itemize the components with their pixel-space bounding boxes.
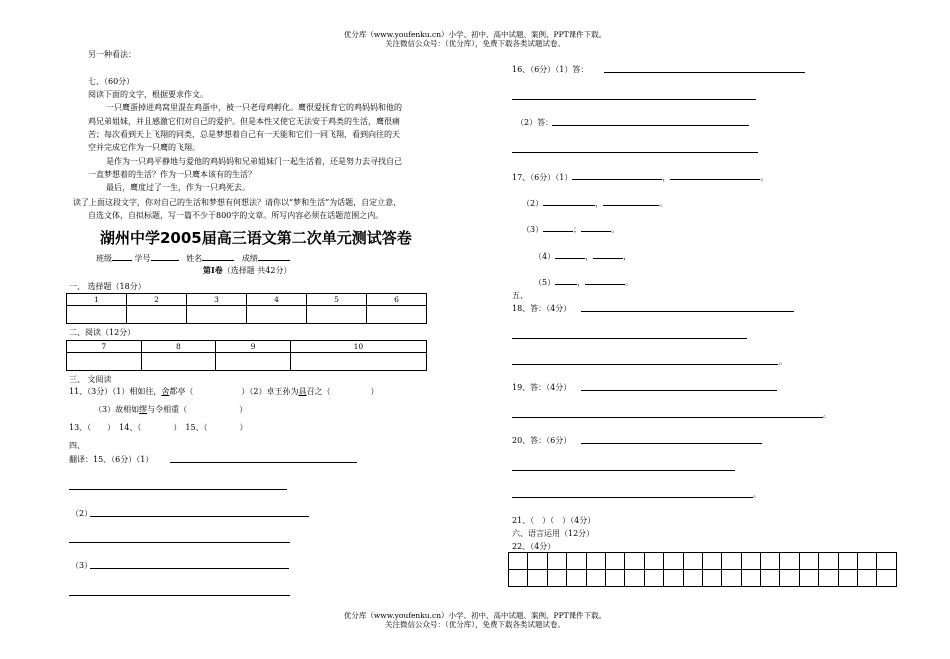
volume-heading bbox=[203, 265, 291, 276]
question-20-label: 20、答：（6分） bbox=[512, 436, 572, 445]
q17-2-label: （2） bbox=[522, 199, 544, 208]
answer-line[interactable] bbox=[581, 390, 777, 391]
period: 。 bbox=[659, 199, 668, 208]
writing-grid-cell[interactable] bbox=[509, 570, 528, 587]
period: 。 bbox=[611, 225, 620, 234]
answer-cell-7[interactable] bbox=[67, 353, 142, 371]
writing-grid-cell[interactable] bbox=[819, 570, 838, 587]
q11-part-2-blank-open: 召之（ bbox=[306, 387, 331, 396]
answer-cell-2[interactable] bbox=[127, 306, 187, 324]
answer-line[interactable] bbox=[552, 125, 749, 126]
writing-grid-cell[interactable] bbox=[858, 553, 877, 570]
alternative-view-label: 另一种看法： bbox=[88, 50, 136, 59]
q11-word-3: 缪 bbox=[139, 405, 148, 414]
writing-grid-cell[interactable] bbox=[761, 570, 780, 587]
answer-cell-10[interactable] bbox=[290, 353, 426, 371]
grid-header-6: 6 bbox=[367, 294, 427, 306]
writing-grid-cell[interactable] bbox=[528, 570, 547, 587]
class-label: 班级 bbox=[96, 254, 112, 263]
answer-cell-8[interactable] bbox=[141, 353, 216, 371]
writing-grid-cell[interactable] bbox=[877, 570, 897, 587]
question-16-2-label: （2）答： bbox=[516, 118, 554, 127]
writing-grid-cell[interactable] bbox=[741, 570, 760, 587]
comma: ， bbox=[662, 173, 671, 182]
question-11-row-2 bbox=[94, 405, 247, 415]
writing-grid-cell[interactable] bbox=[644, 570, 663, 587]
writing-grid-cell[interactable] bbox=[877, 553, 897, 570]
writing-grid-cell[interactable] bbox=[799, 553, 818, 570]
q17-5-blank-a[interactable] bbox=[555, 276, 577, 285]
grid-header-3: 3 bbox=[187, 294, 247, 306]
question-22-label: 22、（4分） bbox=[512, 542, 556, 551]
answer-line[interactable] bbox=[512, 364, 778, 365]
grid-header-5: 5 bbox=[307, 294, 367, 306]
q17-4-blank-a[interactable] bbox=[555, 250, 585, 259]
story-line-7: 最后，鹰度过了一生，作为一只鸡死去。 bbox=[106, 183, 250, 192]
answer-line[interactable] bbox=[512, 497, 753, 498]
q11-close: ） bbox=[370, 387, 379, 396]
question-21-label: 21、（ ）（ ）（4分） bbox=[512, 516, 596, 525]
writing-grid bbox=[508, 552, 897, 587]
answer-line[interactable] bbox=[90, 568, 289, 569]
semicolon: ； bbox=[573, 225, 582, 234]
comma: ， bbox=[577, 278, 586, 287]
q17-5-blank-b[interactable] bbox=[585, 276, 625, 285]
story-line-6: 一直梦想着的生活？作为一只鹰本该有的生活？ bbox=[88, 170, 256, 179]
writing-grid-cell[interactable] bbox=[625, 570, 644, 587]
writing-grid-cell[interactable] bbox=[780, 570, 799, 587]
q17-5-label: （5） bbox=[534, 278, 556, 287]
grid-header-7: 7 bbox=[67, 341, 142, 353]
question-17-3-row bbox=[522, 223, 619, 235]
grid-header-4: 4 bbox=[247, 294, 307, 306]
writing-grid-cell[interactable] bbox=[644, 553, 663, 570]
answer-line[interactable] bbox=[581, 311, 794, 312]
writing-grid-cell[interactable] bbox=[625, 553, 644, 570]
q11-part-3-blank-open: 与令相重（ bbox=[147, 405, 188, 414]
writing-grid-cell[interactable] bbox=[683, 570, 702, 587]
grid-header-10: 10 bbox=[290, 341, 426, 353]
writing-grid-cell[interactable] bbox=[547, 570, 566, 587]
q17-1-blank-b[interactable] bbox=[670, 171, 760, 180]
writing-grid-cell[interactable] bbox=[741, 553, 760, 570]
student-info-row bbox=[96, 252, 290, 264]
answer-cell-6[interactable] bbox=[367, 306, 427, 324]
reading-answer-grid bbox=[66, 340, 427, 371]
answer-cell-1[interactable] bbox=[67, 306, 127, 324]
name-label: 姓名 bbox=[186, 254, 203, 263]
writing-grid-cell[interactable] bbox=[838, 553, 857, 570]
page-header-line-1: 优分库（www.youfenku.cn）小学、初中、高中试题、案例、PPT课件下载。 bbox=[343, 30, 607, 39]
name-blank[interactable] bbox=[202, 252, 234, 261]
q11-word-1: 舍 bbox=[161, 387, 170, 396]
translation-15-2-label: （2） bbox=[71, 509, 93, 518]
period: 。 bbox=[823, 410, 831, 419]
writing-grid-cell[interactable] bbox=[838, 570, 857, 587]
answer-cell-4[interactable] bbox=[247, 306, 307, 324]
writing-grid-cell[interactable] bbox=[858, 570, 877, 587]
q17-3-blank-a[interactable] bbox=[543, 223, 573, 232]
writing-grid-cell[interactable] bbox=[722, 553, 741, 570]
answer-line[interactable] bbox=[69, 595, 290, 596]
q11-part-3-close: ） bbox=[239, 405, 248, 414]
section-five-label: 五、 bbox=[512, 291, 528, 300]
page-header-line-2: 关注微信公众号：（优分库），免费下载各类试题试卷。 bbox=[385, 39, 565, 48]
essay-prompt-line-2: 自选文体，自拟标题，写一篇不少于800字的文章。所写内容必须在话题范围之内。 bbox=[88, 211, 384, 220]
story-line-2: 鸡兄弟姐妹，并且感激它们对自己的爱护。但是本性又使它无法安于鸡类的生活，鹰很痛 bbox=[88, 117, 400, 126]
writing-grid-cell[interactable] bbox=[528, 553, 547, 570]
q17-3-blank-b[interactable] bbox=[581, 223, 611, 232]
page-footer-line-2: 关注微信公众号：（优分库），免费下载各类试题试卷。 bbox=[385, 620, 565, 629]
q17-1-blank-a[interactable] bbox=[572, 171, 662, 180]
q17-3-label: （3） bbox=[522, 225, 544, 234]
period: 。 bbox=[760, 173, 769, 182]
writing-grid-cell[interactable] bbox=[761, 553, 780, 570]
q17-2-blank-a[interactable] bbox=[543, 197, 595, 206]
translation-15-1-label: 翻译：15、（6分）（1） bbox=[69, 455, 154, 464]
exam-title: 湖州中学2005届高三语文第二次单元测试答卷 bbox=[100, 229, 412, 247]
writing-grid-cell[interactable] bbox=[605, 570, 624, 587]
question-19-label: 19、答：（4分） bbox=[512, 383, 572, 392]
writing-grid-cell[interactable] bbox=[780, 553, 799, 570]
section-seven-label: 七、（60分） bbox=[88, 77, 135, 86]
comma: ， bbox=[585, 252, 594, 261]
question-18-label: 18、答：（4分） bbox=[512, 304, 572, 313]
answer-line[interactable] bbox=[512, 417, 823, 418]
student-number-blank[interactable] bbox=[151, 252, 179, 261]
class-blank[interactable] bbox=[112, 252, 132, 261]
section-three-label: 三、 文阅读 bbox=[69, 375, 112, 384]
section-one-label: 一、 选择题（18分） bbox=[69, 282, 146, 291]
essay-instruction: 阅读下面的文字，根据要求作文。 bbox=[88, 90, 208, 99]
story-line-5: 是作为一只鸡平静地与爱他的鸡妈妈和兄弟姐妹门一起生活着，还是努力去寻找自己 bbox=[106, 157, 402, 166]
answer-line[interactable] bbox=[512, 470, 735, 471]
score-blank[interactable] bbox=[258, 252, 290, 261]
story-line-1: 一只鹰蛋掉进鸡窝里混在鸡蛋中，被一只老母鸡孵化。鹰很爱抚育它的鸡妈妈和他的 bbox=[106, 103, 402, 112]
writing-grid-cell[interactable] bbox=[664, 570, 683, 587]
writing-grid-cell[interactable] bbox=[799, 570, 818, 587]
section-six-label: 六、语言运用（12分） bbox=[512, 529, 595, 538]
student-number-label: 学号 bbox=[134, 254, 151, 263]
score-label: 成绩 bbox=[241, 254, 258, 263]
choice-answer-grid bbox=[66, 293, 427, 324]
writing-grid-cell[interactable] bbox=[683, 553, 702, 570]
writing-grid-cell[interactable] bbox=[586, 553, 605, 570]
q17-4-label: （4） bbox=[534, 252, 556, 261]
question-17-2-row bbox=[522, 197, 667, 209]
writing-grid-cell[interactable] bbox=[567, 553, 586, 570]
volume-note: （选择题 共42分） bbox=[222, 266, 292, 275]
question-17-4-row bbox=[534, 250, 631, 262]
comma: ， bbox=[595, 199, 604, 208]
period: 。 bbox=[779, 357, 787, 366]
q17-4-blank-b[interactable] bbox=[593, 250, 623, 259]
q11-part-1-text: 11、（3分）（1）相如往， bbox=[69, 387, 162, 396]
answer-line[interactable] bbox=[69, 542, 290, 543]
answer-line[interactable] bbox=[581, 443, 762, 444]
writing-grid-cell[interactable] bbox=[664, 553, 683, 570]
writing-grid-cell[interactable] bbox=[567, 570, 586, 587]
q17-1-label: 17、（6分）（1） bbox=[512, 173, 573, 182]
question-17-5-row bbox=[534, 276, 633, 288]
answer-line[interactable] bbox=[512, 152, 758, 153]
writing-grid-cell[interactable] bbox=[547, 553, 566, 570]
writing-grid-cell[interactable] bbox=[509, 553, 528, 570]
period: 。 bbox=[753, 490, 761, 499]
answer-cell-3[interactable] bbox=[187, 306, 247, 324]
page-footer-line-1: 优分库（www.youfenku.cn）小学、初中、高中试题、案例、PPT课件下载。 bbox=[343, 611, 607, 620]
q11-part-1-blank-open: 都亭（ bbox=[169, 387, 194, 396]
section-two-label: 二、阅读（12分） bbox=[69, 328, 136, 337]
answer-line[interactable] bbox=[69, 489, 287, 490]
section-four-label: 四、 bbox=[69, 441, 85, 450]
answer-line[interactable] bbox=[512, 99, 756, 100]
answer-cell-5[interactable] bbox=[307, 306, 367, 324]
q17-2-blank-b[interactable] bbox=[603, 197, 659, 206]
question-16-1-label: 16、（6分）（1）答： bbox=[512, 65, 589, 74]
q11-word-2: 具 bbox=[298, 387, 307, 396]
q11-part-3-text: （3）故相如 bbox=[94, 405, 140, 414]
grid-header-1: 1 bbox=[67, 294, 127, 306]
q11-part-2-text: ）（2）卓王孙为 bbox=[241, 387, 299, 396]
grid-header-8: 8 bbox=[141, 341, 216, 353]
writing-grid-cell[interactable] bbox=[605, 553, 624, 570]
writing-grid-cell[interactable] bbox=[722, 570, 741, 587]
answer-cell-9[interactable] bbox=[216, 353, 291, 371]
writing-grid-cell[interactable] bbox=[819, 553, 838, 570]
writing-grid-cell[interactable] bbox=[586, 570, 605, 587]
translation-15-3-label: （3） bbox=[71, 561, 93, 570]
essay-prompt-line-1: 读了上面这段文字，你对自己的生活和梦想有何想法？请你以“梦和生活”为话题，自定立意， bbox=[73, 198, 402, 207]
writing-grid-cell[interactable] bbox=[702, 570, 721, 587]
writing-grid-cell[interactable] bbox=[702, 553, 721, 570]
grid-header-2: 2 bbox=[127, 294, 187, 306]
story-line-4: 空并完成它作为一只鹰的飞翔。 bbox=[88, 143, 200, 152]
comma: ， bbox=[623, 252, 632, 261]
volume-label: 第Ⅰ卷 bbox=[203, 265, 223, 275]
question-17-1-row bbox=[512, 171, 768, 183]
answer-line[interactable] bbox=[604, 72, 805, 73]
answer-line[interactable] bbox=[170, 462, 357, 463]
answer-line[interactable] bbox=[512, 338, 747, 339]
grid-header-9: 9 bbox=[216, 341, 291, 353]
answer-line[interactable] bbox=[90, 516, 309, 517]
question-11-row bbox=[69, 387, 378, 397]
story-line-3: 苦；每次看到天上飞翔的同类，总是梦想着自己有一天能和它们一同飞翔，看到向往的天 bbox=[88, 130, 400, 139]
questions-13-15-row: 13、（ ） 14、（ ） 15、（ ） bbox=[69, 423, 248, 432]
period: 。 bbox=[625, 278, 634, 287]
